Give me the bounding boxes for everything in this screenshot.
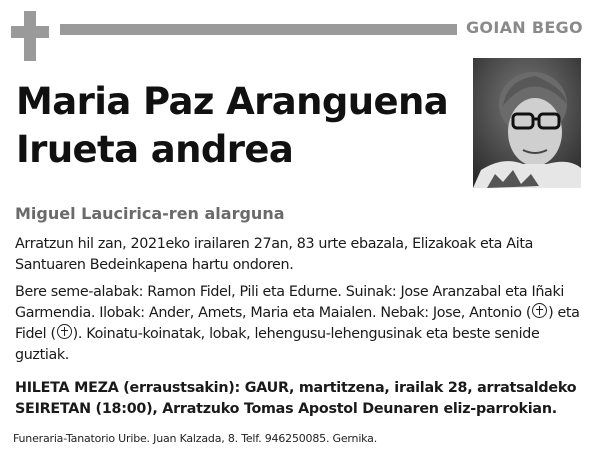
family-text-part2: ) eta Fidel (: [15, 305, 580, 342]
family-paragraph: [15, 282, 585, 366]
widow-of-line: Miguel Laucirica-ren alarguna: [15, 204, 285, 223]
latin-cross-icon: [11, 11, 49, 61]
death-notice-paragraph: Arratzun hil zan, 2021eko irailaren 27an, 83 urte ebazala, Elizakoak eta Aita Santuaren Bedeinkapena hartu ondoren.: [15, 236, 533, 273]
deceased-cross-icon: [532, 303, 547, 318]
header-divider: [60, 24, 457, 35]
deceased-cross-icon: [57, 324, 72, 339]
family-text-part3: ). Koinatu-koinatak, lobak, lehengusu-lehengusinak eta beste senide guztiak.: [15, 326, 540, 363]
portrait-photo: [473, 58, 581, 188]
deceased-name: Maria Paz Aranguena Irueta andrea: [16, 80, 449, 171]
funeral-mass-paragraph: HILETA MEZA (erraustsakin): GAUR, martitzena, irailak 28, arratsaldeko SEIRETAN (18:00), Arratzuko Tomas Apostol Deunaren eliz-parrokian.: [15, 380, 577, 417]
section-label: GOIAN BEGO: [466, 18, 583, 37]
funeral-home-footer: Funeraria-Tanatorio Uribe. Juan Kalzada, 8. Telf. 946250085. Gernika.: [13, 432, 377, 445]
family-text-part1: Bere seme-alabak: Ramon Fidel, Pili eta Edurne. Suinak: Jose Aranzabal eta Iñaki Garmendia. Ilobak: Ander, Amets, Maria eta Maialen. Nebak: Jose, Antonio (: [15, 284, 564, 321]
